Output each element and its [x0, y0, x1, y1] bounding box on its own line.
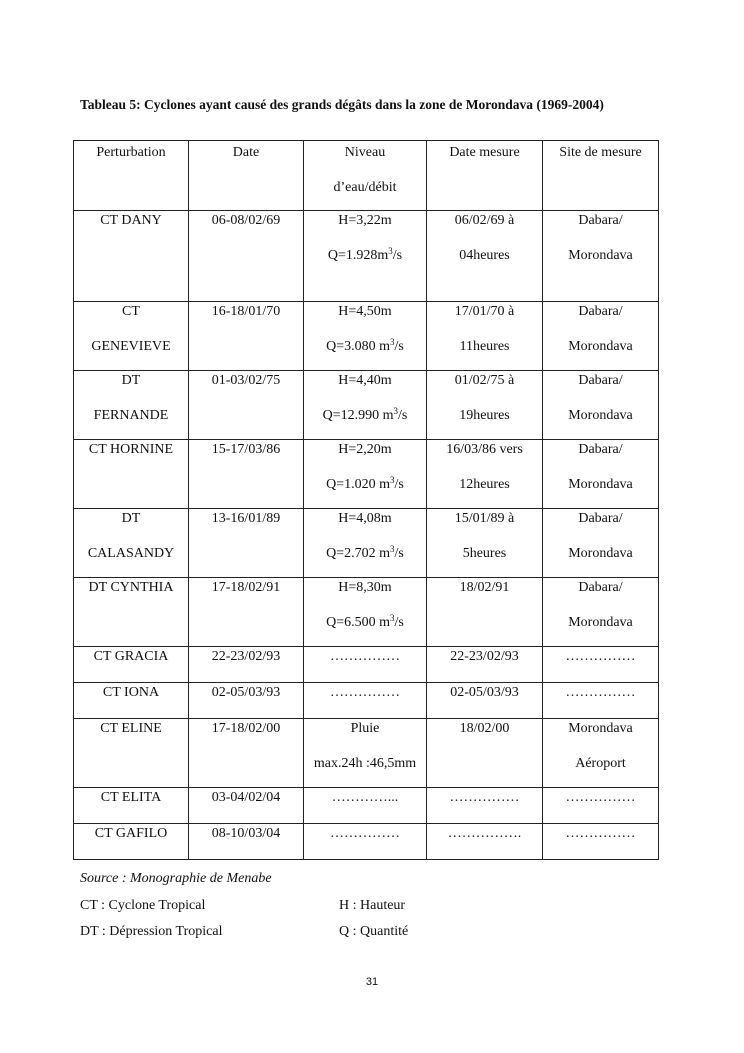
table-row [74, 578, 659, 647]
cell-date-mesure-line2: 04heures [459, 248, 510, 263]
cell-perturbation-line1: DT [121, 511, 141, 526]
cell-niveau-line2 [306, 246, 424, 266]
header-date-mesure: Date mesure [427, 141, 543, 211]
cell-niveau-value: Q=1.020 m [326, 477, 391, 492]
cell-niveau-line1: H=4,50m [338, 304, 392, 319]
cell-date-line1: 06-08/02/69 [211, 213, 281, 228]
cell-niveau [304, 302, 427, 371]
cell-date [189, 719, 304, 788]
cell-niveau [304, 647, 427, 683]
cell-niveau-unit: /s [394, 546, 404, 561]
cell-site [543, 719, 659, 788]
cell-perturbation-line1: CT GRACIA [93, 649, 169, 664]
cell-perturbation [74, 824, 189, 860]
table-row [74, 371, 659, 440]
cell-date-mesure [427, 578, 543, 647]
table-row [74, 647, 659, 683]
cell-niveau-line1: …………… [330, 685, 400, 700]
cell-niveau [304, 824, 427, 860]
cell-niveau-value: Q=12.990 m [322, 408, 394, 423]
source-note: Source : Monographie de Menabe [80, 871, 272, 886]
header-niveau-line2: d’eau/débit [333, 180, 397, 195]
cell-date-mesure-line2: 12heures [459, 477, 510, 492]
cell-date [189, 440, 304, 509]
legend-ct: CT : Cyclone Tropical [80, 898, 206, 913]
cell-niveau-value: Q=6.500 m [326, 615, 391, 630]
cell-date [189, 211, 304, 302]
cell-site [543, 371, 659, 440]
cell-date-line1: 03-04/02/04 [211, 790, 281, 805]
header-date: Date [189, 141, 304, 211]
header-niveau [304, 141, 427, 211]
legend-dt: DT : Dépression Tropical [80, 924, 223, 939]
cell-date-mesure [427, 509, 543, 578]
cell-site-line1: …………… [565, 649, 636, 664]
cell-date-mesure-line1: 06/02/69 à [454, 213, 515, 228]
cell-site [543, 824, 659, 860]
cell-site [543, 578, 659, 647]
cell-date-mesure [427, 683, 543, 719]
cell-date-mesure-line1: …………… [449, 790, 520, 805]
cell-date-line1: 17-18/02/91 [211, 580, 281, 595]
cell-site-line1: …………… [565, 685, 636, 700]
cell-perturbation-line2: CALASANDY [87, 546, 175, 561]
cell-niveau-line1: …………… [330, 826, 400, 841]
cell-niveau-line2 [306, 475, 424, 495]
cell-date-mesure-line1: 17/01/70 à [454, 304, 515, 319]
table-header-row [74, 141, 659, 211]
cell-niveau-unit: /s [394, 477, 404, 492]
cell-site-line2: Morondava [568, 248, 633, 263]
cell-site-line1: Morondava [568, 721, 633, 736]
table-row [74, 302, 659, 371]
cell-site-line2: Morondava [568, 408, 633, 423]
cell-niveau-line2 [306, 544, 424, 564]
cell-date-mesure [427, 824, 543, 860]
cell-perturbation-line1: CT ELINE [100, 721, 162, 736]
cell-site-line1: Dabara/ [578, 442, 623, 457]
cell-site [543, 647, 659, 683]
cell-date-mesure-line2: 19heures [459, 408, 510, 423]
cell-site-line2: Morondava [568, 615, 633, 630]
table-row [74, 440, 659, 509]
cell-niveau-line1: H=8,30m [338, 580, 392, 595]
cell-niveau-line1: H=4,08m [338, 511, 392, 526]
cell-niveau-unit: /s [394, 615, 404, 630]
cell-date [189, 788, 304, 824]
cell-date-line1: 22-23/02/93 [211, 649, 281, 664]
cell-site-line1: Dabara/ [578, 304, 623, 319]
cell-site [543, 440, 659, 509]
cell-date-mesure-line1: 01/02/75 à [454, 373, 515, 388]
cell-site [543, 211, 659, 302]
cell-perturbation-line1: CT ELITA [100, 790, 162, 805]
cell-date-mesure-line2: 11heures [459, 339, 510, 354]
cell-perturbation [74, 647, 189, 683]
cell-perturbation [74, 509, 189, 578]
cell-site-line2: Morondava [568, 546, 633, 561]
cell-site [543, 302, 659, 371]
cell-date-mesure [427, 647, 543, 683]
cell-niveau-exponent: 3 [390, 337, 395, 347]
header-niveau-line1: Niveau [344, 145, 386, 160]
cell-niveau-exponent: 3 [390, 544, 395, 554]
cell-date-mesure [427, 719, 543, 788]
cell-perturbation [74, 578, 189, 647]
cell-niveau-line2 [306, 337, 424, 357]
cell-site-line1: …………… [565, 790, 636, 805]
cyclones-table [73, 140, 659, 860]
cell-site-line1: Dabara/ [578, 373, 623, 388]
cell-perturbation-line1: DT CYNTHIA [88, 580, 174, 595]
cell-date-mesure-line1: 18/02/00 [459, 721, 510, 736]
cell-niveau-line2 [306, 406, 424, 426]
cell-niveau-line1: H=4,40m [338, 373, 392, 388]
table-row [74, 824, 659, 860]
cell-perturbation [74, 302, 189, 371]
cell-niveau-unit: /s [392, 248, 403, 263]
cell-perturbation-line1: CT HORNINE [88, 442, 174, 457]
cell-date-line1: 16-18/01/70 [211, 304, 281, 319]
cell-date-mesure-line1: ……………. [447, 826, 522, 841]
cell-niveau-exponent: 3 [393, 406, 399, 416]
cell-date-mesure-line1: 16/03/86 vers [446, 442, 523, 457]
header-site: Site de mesure [543, 141, 659, 211]
cell-niveau-exponent: 3 [390, 475, 395, 485]
cell-date-line1: 02-05/03/93 [211, 685, 281, 700]
cell-niveau-line1: H=2,20m [338, 442, 392, 457]
table-row [74, 509, 659, 578]
cell-niveau [304, 683, 427, 719]
cell-date-mesure [427, 788, 543, 824]
cell-date-line1: 15-17/03/86 [211, 442, 281, 457]
cell-site-line1: Dabara/ [578, 213, 623, 228]
cell-date [189, 371, 304, 440]
cell-date [189, 509, 304, 578]
cell-perturbation [74, 211, 189, 302]
cell-niveau-value: Q=3.080 m [326, 339, 391, 354]
legend-h: H : Hauteur [339, 898, 406, 913]
cell-niveau-value: Q=2.702 m [326, 546, 391, 561]
cell-site-line1: Dabara/ [578, 580, 623, 595]
cell-niveau [304, 371, 427, 440]
cell-niveau [304, 719, 427, 788]
cell-date [189, 683, 304, 719]
cell-niveau [304, 211, 427, 302]
cell-perturbation-line2: GENEVIEVE [91, 339, 171, 354]
table-row [74, 683, 659, 719]
cell-niveau [304, 440, 427, 509]
cell-site [543, 683, 659, 719]
cell-date-mesure-line1: 22-23/02/93 [450, 649, 519, 664]
cell-site-line2: Morondava [568, 339, 633, 354]
cell-perturbation-line2: FERNANDE [93, 408, 169, 423]
cell-date-mesure [427, 440, 543, 509]
cell-niveau-line1: H=3,22m [338, 213, 392, 228]
cell-date-mesure-line1: 18/02/91 [459, 580, 510, 595]
cell-perturbation-line1: CT DANY [100, 213, 162, 228]
cell-date [189, 578, 304, 647]
cell-niveau-exponent: 3 [388, 246, 393, 256]
table-row [74, 788, 659, 824]
cell-date-mesure [427, 211, 543, 302]
cell-perturbation-line1: CT GAFILO [94, 826, 168, 841]
table-title: Tableau 5: Cyclones ayant causé des grands dégâts dans la zone de Morondava (1969-2004) [80, 97, 604, 112]
cell-site [543, 509, 659, 578]
cell-niveau-unit: /s [398, 408, 408, 423]
cell-niveau-line1: …………... [331, 790, 399, 805]
legend-q: Q : Quantité [339, 924, 409, 939]
cell-date-line1: 13-16/01/89 [211, 511, 281, 526]
cell-date [189, 647, 304, 683]
cell-date [189, 302, 304, 371]
cell-niveau-line2: max.24h :46,5mm [313, 756, 417, 771]
cell-site [543, 788, 659, 824]
cell-niveau-line1: Pluie [350, 721, 380, 736]
cell-date-line1: 01-03/02/75 [211, 373, 281, 388]
cell-niveau [304, 578, 427, 647]
cell-niveau [304, 788, 427, 824]
cell-perturbation-line1: DT [121, 373, 141, 388]
cell-site-line1: …………… [565, 826, 636, 841]
cell-niveau-line2 [306, 613, 424, 633]
cell-date-mesure-line2: 5heures [462, 546, 507, 561]
cell-perturbation-line1: CT [122, 304, 140, 319]
cell-niveau-line1: …………… [330, 649, 400, 664]
cell-perturbation [74, 788, 189, 824]
cell-perturbation [74, 683, 189, 719]
cell-niveau-exponent: 3 [390, 613, 395, 623]
cell-perturbation [74, 440, 189, 509]
cell-niveau-value: Q=1.928m [327, 248, 389, 263]
cell-date-mesure-line1: 15/01/89 à [454, 511, 515, 526]
cell-date-mesure [427, 302, 543, 371]
cell-date-line1: 17-18/02/00 [211, 721, 281, 736]
cell-perturbation-line1: CT IONA [102, 685, 160, 700]
page-number: 31 [365, 976, 379, 988]
cell-niveau-unit: /s [394, 339, 404, 354]
table-row [74, 211, 659, 302]
cell-site-line1: Dabara/ [578, 511, 623, 526]
cell-site-line2: Aéroport [575, 756, 626, 771]
cell-date-mesure-line1: 02-05/03/93 [450, 685, 519, 700]
cell-site-line2: Morondava [568, 477, 633, 492]
header-perturbation: Perturbation [74, 141, 189, 211]
cell-perturbation [74, 719, 189, 788]
cell-perturbation [74, 371, 189, 440]
cell-date-mesure [427, 371, 543, 440]
cell-date [189, 824, 304, 860]
cell-niveau [304, 509, 427, 578]
table-row [74, 719, 659, 788]
cell-date-line1: 08-10/03/04 [211, 826, 281, 841]
